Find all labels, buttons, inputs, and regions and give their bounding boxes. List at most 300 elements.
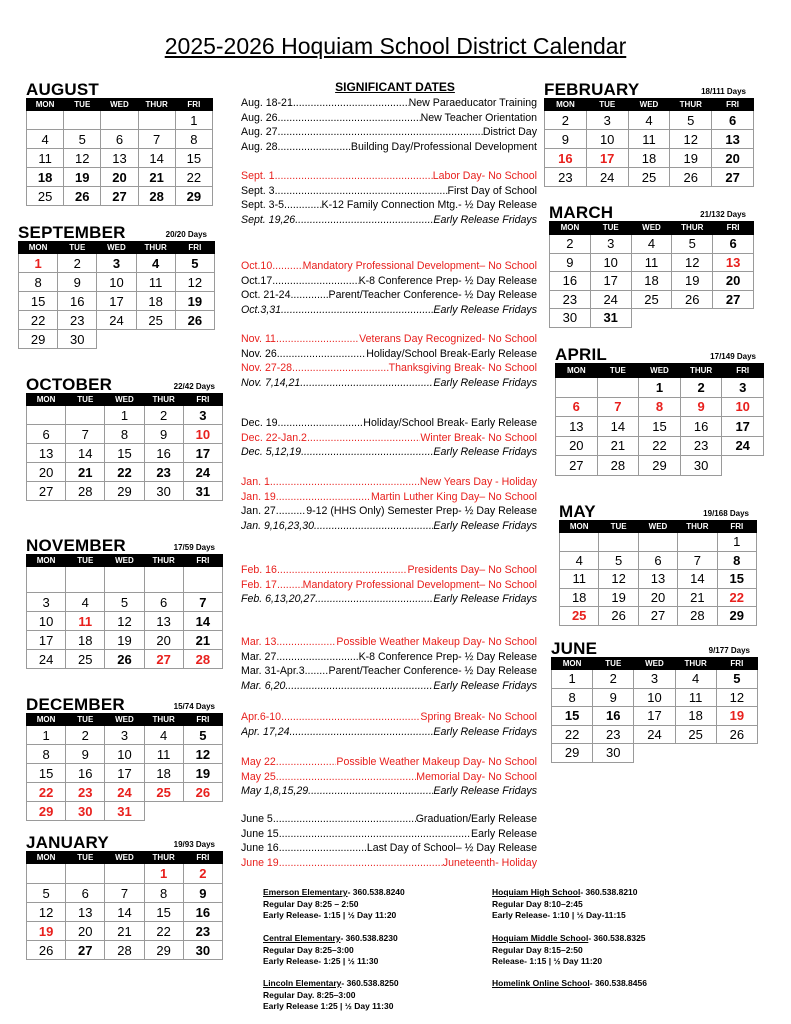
- day-cell: 11: [560, 570, 599, 589]
- calendar-grid: [26, 554, 223, 669]
- day-cell: 18: [136, 292, 175, 311]
- empty-day-cell: [64, 111, 101, 130]
- event-date: Oct.3,31: [241, 303, 282, 316]
- school-name-line: [263, 887, 405, 899]
- event-line: [241, 377, 537, 392]
- month-header: [549, 199, 754, 221]
- month-name: FEBRUARY: [544, 80, 640, 99]
- dot-leader: [276, 636, 336, 648]
- week-row: [552, 707, 758, 726]
- school-phone: - 360.538.8325: [588, 933, 646, 943]
- day-cell: 29: [552, 744, 593, 763]
- day-cell: 11: [675, 688, 716, 707]
- day-cell: 18: [560, 588, 599, 607]
- significant-dates: [241, 80, 537, 869]
- weekday-header: FRI: [175, 99, 212, 111]
- month-day-count: 20/20 Days: [165, 230, 207, 239]
- day-cell: 27: [713, 290, 754, 309]
- day-cell: 6: [638, 551, 677, 570]
- month-name: AUGUST: [26, 80, 99, 99]
- day-cell: 4: [136, 254, 175, 273]
- day-cell: 17: [590, 272, 631, 291]
- event-line: [241, 185, 537, 200]
- dot-leader: [276, 333, 359, 345]
- day-cell: 21: [138, 168, 175, 187]
- day-cell: 17: [586, 149, 628, 168]
- day-cell: 4: [66, 593, 105, 612]
- month-header: [26, 829, 223, 851]
- event-date: Nov. 27-28: [241, 362, 293, 375]
- event-date: June 16: [241, 842, 279, 855]
- calendar-grid: [555, 363, 764, 476]
- school-phone: - 360.538.8230: [340, 933, 398, 943]
- dot-leader: [307, 432, 420, 444]
- event-description: New Teacher Orientation: [420, 111, 537, 124]
- day-cell: 27: [556, 456, 598, 476]
- day-cell: 19: [27, 922, 66, 941]
- week-row: [27, 130, 213, 149]
- weekday-header: THUR: [144, 394, 183, 406]
- event-group: [241, 170, 537, 228]
- month-name: APRIL: [555, 345, 607, 364]
- empty-day-cell: [105, 567, 144, 593]
- weekday-header: MON: [27, 99, 64, 111]
- event-description: 9-12 (HHS Only) Semester Prep- ½ Day Release: [306, 505, 537, 518]
- month-may: [559, 498, 757, 626]
- day-cell: 7: [105, 884, 144, 903]
- day-cell: 19: [183, 764, 222, 783]
- event-description: District Day: [482, 126, 537, 139]
- week-row: [19, 254, 215, 273]
- day-cell: 1: [639, 378, 681, 398]
- week-row: [545, 111, 754, 130]
- day-cell: 26: [64, 187, 101, 206]
- school-phone: - 360.538.8456: [589, 978, 647, 988]
- day-cell: 28: [66, 482, 105, 501]
- month-name: MARCH: [549, 203, 614, 222]
- event-line: [241, 170, 537, 185]
- event-description: Presidents Day– No School: [407, 564, 537, 576]
- event-group: [241, 260, 537, 318]
- school-homelink: [492, 978, 647, 990]
- day-cell: 5: [672, 235, 713, 254]
- day-cell: 20: [66, 922, 105, 941]
- dot-leader: [279, 828, 471, 840]
- event-description: Possible Weather Makeup Day- No School: [336, 756, 537, 768]
- event-line: [241, 636, 537, 651]
- event-date: Jan. 27: [241, 505, 276, 518]
- day-cell: 12: [175, 273, 214, 292]
- day-cell: 24: [27, 650, 66, 669]
- day-cell: 6: [556, 397, 598, 417]
- day-cell: 6: [712, 111, 754, 130]
- month-december: [26, 691, 223, 821]
- event-description: Martin Luther King Day– No School: [370, 490, 537, 503]
- weekday-header: TUE: [590, 222, 631, 235]
- event-line: [241, 842, 537, 857]
- school-hoquiam-high: [492, 887, 638, 922]
- event-date: Nov. 11: [241, 333, 276, 345]
- day-cell: 12: [27, 903, 66, 922]
- event-date: Dec. 19: [241, 417, 278, 429]
- month-header: [26, 532, 223, 554]
- school-hours: Early Release- 1:10 | ½ Day-11:15: [492, 910, 626, 920]
- day-cell: 18: [66, 631, 105, 650]
- day-cell: 15: [717, 570, 756, 589]
- calendar-grid: [549, 221, 754, 328]
- day-cell: 29: [717, 607, 756, 626]
- day-cell: 11: [66, 612, 105, 631]
- day-cell: 21: [66, 463, 105, 482]
- day-cell: 23: [680, 436, 722, 456]
- day-cell: 29: [175, 187, 212, 206]
- school-hours: Regular Day 8:15–2:50: [492, 944, 583, 955]
- week-row: [19, 292, 215, 311]
- month-day-count: 9/177 Days: [708, 646, 750, 655]
- school-name-line: [492, 933, 646, 945]
- event-line: [241, 333, 537, 348]
- dot-leader: [273, 813, 416, 825]
- week-row: [550, 272, 754, 291]
- school-name: Central Elementary: [263, 933, 341, 943]
- event-line: [241, 446, 537, 461]
- day-cell: 12: [672, 253, 713, 272]
- month-name: JUNE: [551, 639, 598, 658]
- month-day-count: 15/74 Days: [173, 702, 215, 711]
- week-row: [27, 567, 223, 593]
- empty-day-cell: [105, 864, 144, 884]
- event-line: [241, 665, 537, 680]
- weekday-header: MON: [19, 242, 58, 254]
- day-cell: 6: [144, 593, 183, 612]
- day-cell: 5: [64, 130, 101, 149]
- weekday-header: TUE: [58, 242, 97, 254]
- month-name: DECEMBER: [26, 695, 125, 714]
- month-header: [551, 635, 758, 657]
- day-cell: 16: [144, 444, 183, 463]
- event-date: Apr. 17,24: [241, 725, 290, 738]
- month-february: [544, 76, 754, 187]
- weekday-header: FRI: [183, 852, 222, 864]
- week-row: [27, 425, 223, 444]
- day-cell: 11: [144, 745, 183, 764]
- month-october: [26, 371, 223, 501]
- day-cell: 15: [639, 417, 681, 437]
- dot-leader: [279, 842, 367, 854]
- weekday-header: FRI: [175, 242, 214, 254]
- weekday-header: TUE: [66, 555, 105, 567]
- day-cell: 12: [716, 688, 757, 707]
- school-hours: Regular Day 8:25 – 2:50: [263, 898, 359, 909]
- dot-leader: [276, 771, 417, 783]
- day-cell: 17: [97, 292, 136, 311]
- school-name: Emerson Elementary: [263, 887, 348, 897]
- event-description: K-8 Conference Prep- ½ Day Release: [358, 650, 537, 663]
- week-row: [552, 688, 758, 707]
- week-row: [19, 273, 215, 292]
- day-cell: 4: [144, 726, 183, 745]
- day-cell: 20: [638, 588, 677, 607]
- day-cell: 27: [101, 187, 138, 206]
- month-header: [26, 76, 213, 98]
- day-cell: 13: [66, 903, 105, 922]
- event-line: [241, 651, 537, 666]
- day-cell: 7: [183, 593, 222, 612]
- dot-leader: [308, 785, 433, 797]
- weekday-header: THUR: [680, 364, 722, 378]
- month-january: [26, 829, 223, 960]
- weekday-header: FRI: [712, 99, 754, 111]
- day-cell: 22: [105, 463, 144, 482]
- dot-leader: [301, 446, 433, 458]
- day-cell: 7: [138, 130, 175, 149]
- day-cell: 9: [144, 425, 183, 444]
- school-hours: Early Release- 1:15 | ½ Day 11:20: [263, 910, 397, 920]
- day-cell: 22: [27, 783, 66, 802]
- week-row: [27, 406, 223, 425]
- event-date: Oct.17: [241, 274, 273, 287]
- day-cell: 15: [175, 149, 212, 168]
- event-group: [241, 711, 537, 740]
- calendar-grid: [26, 713, 223, 821]
- month-day-count: 17/59 Days: [173, 543, 215, 552]
- day-cell: 6: [101, 130, 138, 149]
- weekday-header: WED: [634, 658, 675, 670]
- empty-day-cell: [631, 309, 672, 328]
- event-description: Early Release Fridays: [433, 593, 537, 606]
- day-cell: 26: [27, 941, 66, 960]
- day-cell: 30: [66, 802, 105, 821]
- event-line: [241, 432, 537, 447]
- day-cell: 3: [634, 670, 675, 689]
- day-cell: 27: [638, 607, 677, 626]
- month-november: [26, 532, 223, 669]
- school-phone: - 360.538.8240: [347, 887, 405, 897]
- day-cell: 13: [638, 570, 677, 589]
- event-line: [241, 199, 537, 214]
- week-row: [560, 551, 757, 570]
- day-cell: 5: [27, 884, 66, 903]
- week-row: [27, 187, 213, 206]
- week-row: [27, 593, 223, 612]
- event-description: Possible Weather Makeup Day- No School: [336, 636, 537, 648]
- day-cell: 24: [105, 783, 144, 802]
- empty-day-cell: [713, 309, 754, 328]
- day-cell: 23: [58, 311, 97, 330]
- day-cell: 8: [144, 884, 183, 903]
- day-cell: 15: [552, 707, 593, 726]
- weekday-header: WED: [639, 364, 681, 378]
- dot-leader: [315, 593, 433, 605]
- weekday-header: THUR: [138, 99, 175, 111]
- event-line: [241, 97, 537, 112]
- dot-leader: [279, 857, 443, 869]
- weekday-header: WED: [105, 394, 144, 406]
- event-description: Early Release Fridays: [433, 785, 537, 798]
- week-row: [27, 864, 223, 884]
- day-cell: 8: [105, 425, 144, 444]
- day-cell: 4: [631, 235, 672, 254]
- empty-day-cell: [144, 802, 183, 821]
- week-row: [545, 130, 754, 149]
- calendar-grid: [26, 851, 223, 960]
- day-cell: 8: [19, 273, 58, 292]
- event-description: Juneteenth- Holiday: [442, 856, 537, 869]
- empty-day-cell: [599, 533, 638, 552]
- month-header: [18, 219, 215, 241]
- week-row: [552, 670, 758, 689]
- week-row: [27, 612, 223, 631]
- month-april: [555, 341, 764, 476]
- dot-leader: [278, 141, 351, 153]
- day-cell: 3: [97, 254, 136, 273]
- day-cell: 7: [597, 397, 639, 417]
- day-cell: 20: [712, 149, 754, 168]
- event-date: Nov. 26: [241, 347, 277, 360]
- day-cell: 19: [672, 272, 713, 291]
- week-row: [19, 311, 215, 330]
- event-description: Parent/Teacher Conference- ½ Day Release: [328, 665, 537, 678]
- week-row: [27, 764, 223, 783]
- week-row: [560, 607, 757, 626]
- school-emerson: [263, 887, 405, 922]
- event-description: Parent/Teacher Conference- ½ Day Release: [328, 289, 537, 302]
- day-cell: 29: [144, 941, 183, 960]
- day-cell: 14: [138, 149, 175, 168]
- event-date: Feb. 16: [241, 564, 277, 576]
- day-cell: 24: [183, 463, 222, 482]
- event-date: May 1,8,15,29: [241, 785, 309, 798]
- month-header: [26, 691, 223, 713]
- event-line: [241, 476, 537, 491]
- month-june: [551, 635, 758, 763]
- event-description: Holiday/School Break-Early Release: [366, 347, 537, 360]
- weekday-header: MON: [550, 222, 591, 235]
- event-line: [241, 756, 537, 771]
- day-cell: 10: [722, 397, 764, 417]
- weekday-header: WED: [105, 852, 144, 864]
- day-cell: 30: [680, 456, 722, 476]
- school-lincoln: [263, 978, 399, 1013]
- day-cell: 9: [545, 130, 587, 149]
- month-header: [555, 341, 764, 363]
- day-cell: 2: [680, 378, 722, 398]
- day-cell: 2: [66, 726, 105, 745]
- event-description: Early Release Fridays: [433, 446, 537, 459]
- event-description: First Day of School: [447, 184, 537, 197]
- day-cell: 20: [556, 436, 598, 456]
- event-line: [241, 491, 537, 506]
- school-name: Hoquiam High School: [492, 887, 581, 897]
- dot-leader: [278, 112, 421, 124]
- school-hours: Release- 1:15 | ½ Day 11:20: [492, 956, 603, 966]
- school-hours: Regular Day 8:25–3:00: [263, 944, 354, 955]
- dot-leader: [285, 680, 433, 692]
- dot-leader: [290, 289, 328, 301]
- calendar-grid: [18, 241, 215, 349]
- week-row: [556, 397, 764, 417]
- event-line: [241, 304, 537, 319]
- empty-day-cell: [66, 864, 105, 884]
- weekday-header: FRI: [717, 521, 756, 533]
- school-phone: - 360.538.8250: [341, 978, 399, 988]
- weekday-header: FRI: [716, 658, 757, 670]
- day-cell: 14: [678, 570, 717, 589]
- day-cell: 28: [678, 607, 717, 626]
- day-cell: 6: [66, 884, 105, 903]
- day-cell: 16: [550, 272, 591, 291]
- day-cell: 12: [105, 612, 144, 631]
- day-cell: 13: [144, 612, 183, 631]
- month-header: [544, 76, 754, 98]
- event-line: [241, 813, 537, 828]
- day-cell: 24: [590, 290, 631, 309]
- event-group: [241, 417, 537, 461]
- week-row: [27, 149, 213, 168]
- page-title: 2025-2026 Hoquiam School District Calendar: [164, 33, 627, 59]
- day-cell: 16: [545, 149, 587, 168]
- day-cell: 21: [183, 631, 222, 650]
- week-row: [560, 588, 757, 607]
- event-date: Dec. 5,12,19: [241, 446, 302, 459]
- event-group: [241, 636, 537, 694]
- event-description: Winter Break- No School: [420, 431, 537, 444]
- day-cell: 17: [722, 417, 764, 437]
- day-cell: 9: [66, 745, 105, 764]
- school-hours: Regular Day 8:10–2:45: [492, 898, 583, 909]
- day-cell: 4: [560, 551, 599, 570]
- event-description: Thanksgiving Break- No School: [388, 362, 537, 375]
- month-day-count: 22/42 Days: [173, 382, 215, 391]
- day-cell: 9: [183, 884, 222, 903]
- empty-day-cell: [138, 111, 175, 130]
- weekday-header: WED: [105, 555, 144, 567]
- event-description: Early Release Fridays: [433, 303, 537, 316]
- day-cell: 2: [593, 670, 634, 689]
- day-cell: 24: [97, 311, 136, 330]
- day-cell: 25: [675, 725, 716, 744]
- weekday-header: FRI: [183, 714, 222, 726]
- event-description: Mandatory Professional Development– No School: [302, 260, 537, 272]
- day-cell: 25: [66, 650, 105, 669]
- day-cell: 1: [717, 533, 756, 552]
- event-date: Oct. 21-24: [241, 289, 291, 302]
- school-name-line: [492, 978, 647, 990]
- empty-day-cell: [66, 406, 105, 425]
- weekday-header: MON: [27, 555, 66, 567]
- day-cell: 5: [175, 254, 214, 273]
- month-day-count: 21/132 Days: [700, 210, 746, 219]
- day-cell: 4: [675, 670, 716, 689]
- weekday-header: WED: [105, 714, 144, 726]
- day-cell: 5: [670, 111, 712, 130]
- day-cell: 19: [105, 631, 144, 650]
- event-date: June 15: [241, 827, 279, 840]
- month-name: SEPTEMBER: [18, 223, 126, 242]
- day-cell: 3: [183, 406, 222, 425]
- day-cell: 8: [27, 745, 66, 764]
- month-header: [26, 371, 223, 393]
- day-cell: 22: [639, 436, 681, 456]
- day-cell: 1: [105, 406, 144, 425]
- week-row: [556, 456, 764, 476]
- day-cell: 31: [183, 482, 222, 501]
- week-row: [27, 802, 223, 821]
- event-description: Early Release Fridays: [433, 376, 537, 389]
- week-row: [27, 903, 223, 922]
- weekday-header: TUE: [599, 521, 638, 533]
- week-row: [545, 168, 754, 187]
